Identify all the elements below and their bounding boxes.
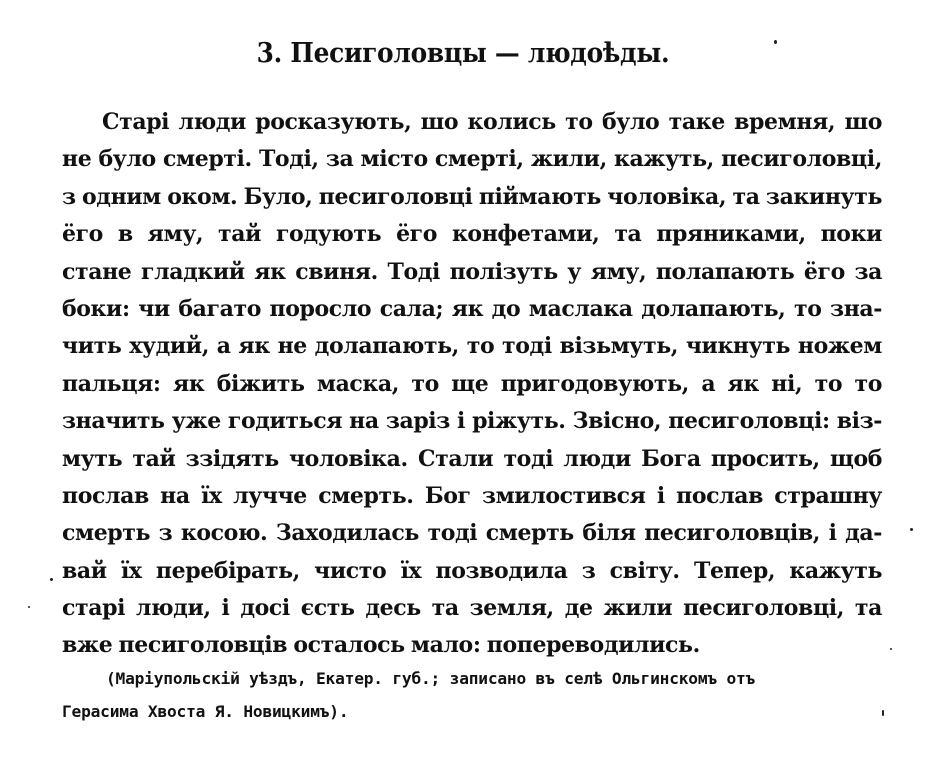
- scan-speck: [890, 648, 892, 650]
- paragraph-line: пальця: як біжить маска, то ще пригодовують, а як ні, то то: [62, 370, 882, 397]
- paragraph-line: значить уже годиться на заріз і ріжуть. Звісно, песиголовці: віз-: [62, 408, 882, 435]
- paragraph-line: боки: чи багато поросло сала; як до маслака долапають, то зна-: [62, 295, 882, 322]
- paragraph-line: смерть з косою. Заходилась тоді смерть біля песиголовців, і да-: [62, 520, 882, 547]
- scan-speck: [50, 578, 53, 581]
- paragraph-line: муть тай ззідять чоловіка. Стали тоді люди Бога просить, щоб: [62, 445, 882, 472]
- paragraph-line: чить худий, а як не долапають, то тоді візьмуть, чикнуть ножем: [62, 333, 882, 360]
- paragraph-line: вже песиголовців осталось мало: попереводились.: [62, 632, 700, 659]
- paragraph-line: з одним оком. Було, песиголовці піймають чоловіка, та закинуть: [62, 183, 882, 210]
- paragraph-line: Старі люди росказують, шо колись то було таке времня, шо: [102, 109, 882, 135]
- source-note: [62, 662, 882, 728]
- paragraph-line: вай їх перебірать, чисто їх позводила з світу. Тепер, кажуть: [62, 557, 882, 584]
- paragraph-line: старі люди, і досі єсть десь та земля, де жили песиголовці, та: [62, 595, 882, 622]
- paragraph-line: ёго в яму, тай годують ёго конфетами, та пряниками, поки: [62, 221, 882, 248]
- scan-speck: [882, 710, 884, 716]
- document-title: 3. Песиголовцы — людоѣды.: [256, 38, 670, 69]
- source-line: Герасима Хвоста Я. Новицкимъ).: [62, 702, 349, 721]
- scan-speck: [910, 528, 913, 531]
- paragraph-line: не було смерті. Тоді, за місто смерті, жили, кажуть, песиголовці,: [62, 146, 882, 173]
- paragraph-line: стане гладкий як свиня. Тоді полізуть у яму, полапають ёго за: [62, 258, 882, 285]
- story-paragraph: [62, 104, 882, 665]
- scan-speck: [774, 40, 777, 44]
- paragraph-line: послав на їх лучче смерть. Бог змилостився і послав страшну: [62, 482, 882, 509]
- source-line: (Маріупольскій уѣздъ, Екатер. губ.; записано въ селѣ Ольгинскомъ отъ: [106, 669, 756, 688]
- scan-speck: [28, 606, 30, 608]
